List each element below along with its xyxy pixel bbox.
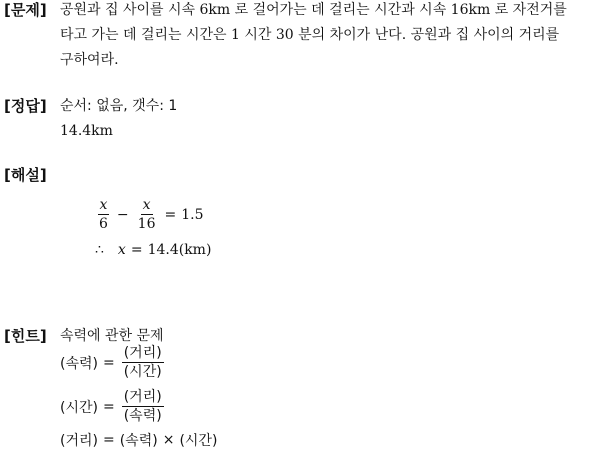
solution-equation-2 [95, 242, 211, 258]
f2-fraction [122, 390, 164, 423]
frac1-denominator: 6 [99, 216, 108, 232]
therefore-symbol: ∴ [95, 242, 104, 258]
f3-equals: = [102, 432, 115, 448]
f1-lhs: (속력) [60, 355, 98, 372]
f2-numerator: (거리) [123, 389, 162, 405]
f1-fraction [122, 346, 164, 379]
solution-label: [해설] [4, 166, 47, 184]
problem-line-3: 구하여라. [60, 52, 119, 68]
f2-lhs: (시간) [60, 399, 98, 416]
hint-formula-2 [60, 390, 166, 423]
eq2-rhs: 14.4(km) [147, 242, 212, 258]
eq1-rhs: 1.5 [181, 206, 204, 223]
hint-label: [힌트] [4, 327, 47, 345]
hint-formula-3 [60, 430, 217, 450]
f2-equals: = [102, 398, 115, 415]
frac1-numerator: x [99, 197, 108, 213]
eq2-variable: x [117, 242, 126, 258]
solution-equation-1 [95, 198, 203, 231]
frac2-denominator: 16 [137, 216, 156, 232]
f3-factor-a: (속력) [119, 433, 158, 449]
f3-lhs: (거리) [60, 433, 98, 449]
fraction-x-over-16 [136, 198, 158, 231]
f2-denominator: (속력) [123, 408, 162, 424]
f1-equals: = [102, 354, 115, 371]
eq2-equals-sign: = [130, 242, 143, 258]
answer-label: [정답] [4, 97, 47, 115]
fraction-x-over-6 [97, 198, 110, 231]
f1-numerator: (거리) [123, 345, 162, 361]
answer-value: 14.4km [60, 123, 113, 139]
f1-denominator: (시간) [123, 364, 162, 380]
equals-sign: = [164, 206, 177, 223]
answer-meta: 순서: 없음, 갯수: 1 [60, 98, 178, 114]
hint-formula-1 [60, 346, 166, 379]
problem-line-2: 타고 가는 데 걸리는 시간은 1 시간 30 분의 차이가 난다. 공원과 집 사이의 거리를 [60, 27, 560, 43]
f3-times: × [162, 432, 175, 448]
minus-sign: − [116, 206, 129, 223]
problem-line-1: 공원과 집 사이를 시속 6km 로 걸어가는 데 걸리는 시간과 시속 16km 로 자전거를 [60, 2, 567, 18]
f3-factor-b: (시간) [179, 433, 218, 449]
frac2-numerator: x [142, 197, 151, 213]
problem-label: [문제] [4, 1, 47, 19]
hint-title: 속력에 관한 문제 [60, 328, 164, 344]
